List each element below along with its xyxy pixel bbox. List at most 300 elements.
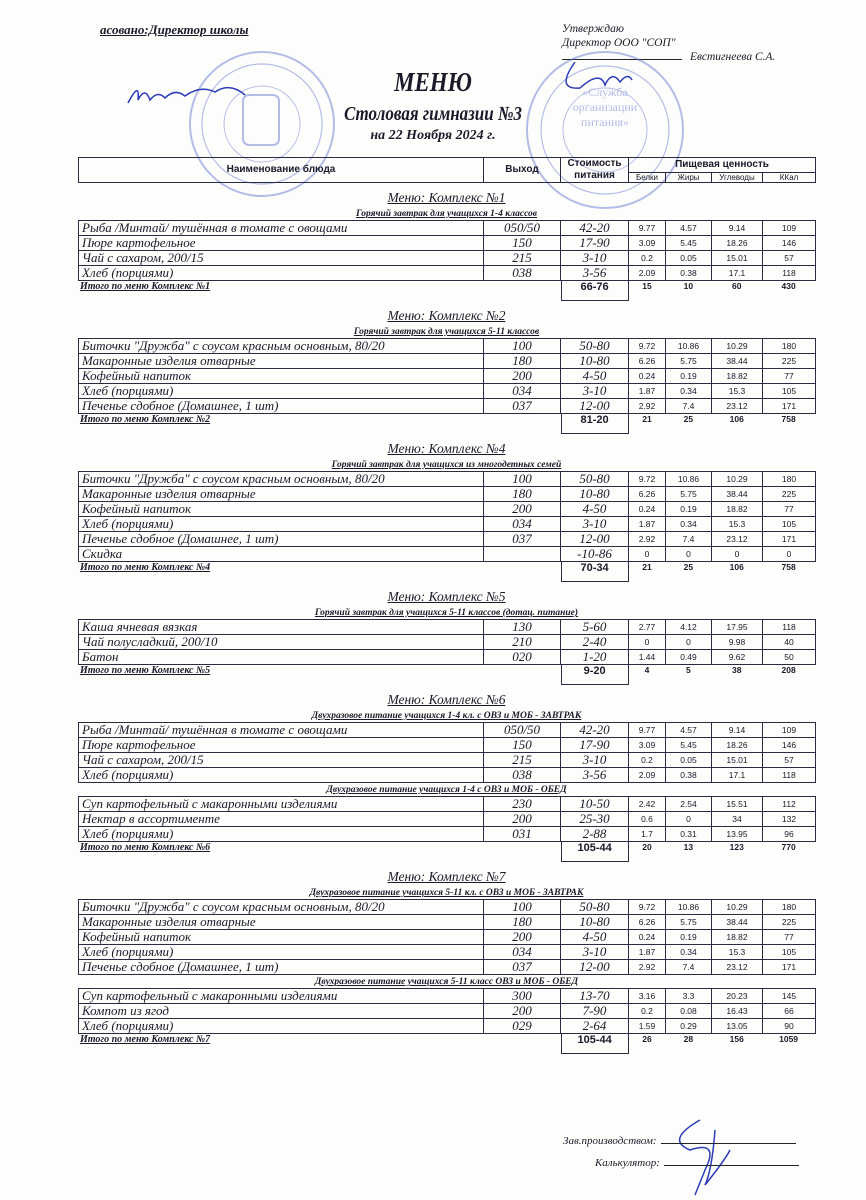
dish-cost: 3-56 [561,266,629,281]
production-head-label: Зав.производством: [563,1135,657,1147]
table-row [79,797,816,812]
total-nutrition-value: 25 [683,414,694,424]
dish-proteins: 2.92 [629,960,666,975]
total-label: Итого по меню Комплекс №4 [80,562,211,573]
dish-kcal: 225 [763,487,816,502]
dish-fats: 10.86 [666,900,712,915]
dish-output: 037 [484,399,561,414]
dish-proteins: 9.72 [629,339,666,354]
dish-name: Суп картофельный с макаронными изделиями [79,797,484,812]
dish-cost: -10-86 [561,547,629,562]
dish-output: 300 [484,989,561,1004]
dish-output: 200 [484,930,561,945]
dish-carbs: 9.14 [712,221,763,236]
dish-carbs: 15.01 [712,753,763,768]
dish-output: 180 [484,487,561,502]
section-title: Меню: Комплекс №5 [387,589,506,604]
group-subtitle: Горячий завтрак для учащихся 5-11 классов [353,327,540,337]
dish-proteins: 0.24 [629,502,666,517]
dish-fats: 0.19 [666,502,712,517]
total-nutrition-value: 60 [731,281,742,291]
table-row [79,960,816,975]
total-cost: 9-20 [561,665,629,685]
dish-kcal: 105 [763,945,816,960]
table-row [79,989,816,1004]
section-title: Меню: Комплекс №1 [387,190,506,205]
total-label: Итого по меню Комплекс №6 [80,842,211,853]
table-row [79,900,816,915]
dish-proteins: 0.6 [629,812,666,827]
dish-proteins: 0.2 [629,753,666,768]
dish-proteins: 0.24 [629,930,666,945]
dish-name: Рыба /Минтай/ тушённая в томате с овощами [79,723,484,738]
dish-carbs: 18.82 [712,502,763,517]
dish-cost: 12-00 [561,399,629,414]
dish-kcal: 180 [763,900,816,915]
dish-proteins: 0.2 [629,1004,666,1019]
dish-fats: 0.34 [666,945,712,960]
dish-proteins: 2.09 [629,768,666,783]
dish-name: Хлеб (порциями) [79,266,484,281]
total-cost: 70-34 [561,562,629,582]
dish-cost: 3-10 [561,517,629,532]
table-row [79,1019,816,1034]
dish-kcal: 132 [763,812,816,827]
dish-carbs: 38.44 [712,915,763,930]
dish-proteins: 2.09 [629,266,666,281]
section-title: Меню: Комплекс №2 [387,308,506,323]
dish-output: 150 [484,236,561,251]
dish-kcal: 171 [763,960,816,975]
dish-carbs: 9.98 [712,635,763,650]
dish-proteins: 1.87 [629,945,666,960]
total-nutrition-value: 430 [781,281,796,291]
dish-output: 130 [484,620,561,635]
dish-output: 200 [484,502,561,517]
table-row [79,635,816,650]
dish-proteins: 9.77 [629,723,666,738]
table-row [79,502,816,517]
svg-text:питания»: питания» [581,115,629,129]
table-row [79,369,816,384]
dish-carbs: 10.29 [712,472,763,487]
dish-name: Печенье сдобное (Домашнее, 1 шт) [79,399,484,414]
dish-fats: 0.19 [666,930,712,945]
total-nutrition-value: 13 [683,842,694,852]
group-subtitle: Двухразовое питание учащихся 5-11 кл. с ОВЗ и МОБ - ЗАВТРАК [309,888,584,898]
dish-cost: 3-10 [561,384,629,399]
total-label: Итого по меню Комплекс №7 [80,1034,211,1045]
dish-output: 230 [484,797,561,812]
table-row [79,1004,816,1019]
dish-carbs: 16.43 [712,1004,763,1019]
dish-output: 034 [484,384,561,399]
dish-name: Хлеб (порциями) [79,945,484,960]
dish-name: Печенье сдобное (Домашнее, 1 шт) [79,960,484,975]
col-nutrition: Пищевая ценность [629,158,816,173]
dish-name: Хлеб (порциями) [79,1019,484,1034]
dish-fats: 5.75 [666,354,712,369]
dish-name: Каша ячневая вязкая [79,620,484,635]
dish-fats: 0 [666,635,712,650]
dish-output: 034 [484,945,561,960]
dish-fats: 7.4 [666,532,712,547]
dish-fats: 3.3 [666,989,712,1004]
dish-cost: 7-90 [561,1004,629,1019]
dish-carbs: 38.44 [712,487,763,502]
table-row [79,384,816,399]
dish-proteins: 9.72 [629,472,666,487]
dish-name: Макаронные изделия отварные [79,354,484,369]
dish-carbs: 15.3 [712,384,763,399]
dish-carbs: 17.1 [712,768,763,783]
dish-cost: 3-10 [561,251,629,266]
dish-cost: 5-60 [561,620,629,635]
dish-carbs: 17.95 [712,620,763,635]
group-subtitle: Горячий завтрак для учащихся 5-11 классов (дотац. питание) [314,608,579,618]
dish-fats: 0.38 [666,768,712,783]
dish-output: 100 [484,339,561,354]
dish-kcal: 77 [763,369,816,384]
table-row [79,547,816,562]
dish-fats: 0.05 [666,753,712,768]
dish-table [78,988,816,1034]
total-cost: 105-44 [561,842,629,862]
dish-proteins: 0.24 [629,369,666,384]
table-row [79,915,816,930]
dish-proteins: 1.87 [629,384,666,399]
dish-output: 031 [484,827,561,842]
dish-name: Печенье сдобное (Домашнее, 1 шт) [79,532,484,547]
dish-carbs: 13.95 [712,827,763,842]
section-total [78,1034,815,1054]
dish-name: Чай полусладкий, 200/10 [79,635,484,650]
table-row [79,236,816,251]
dish-kcal: 66 [763,1004,816,1019]
total-nutrition-value: 5 [685,665,691,675]
dish-cost: 4-50 [561,502,629,517]
agreed-by-school-director: асовано:Директор школы [100,22,249,37]
dish-table [78,471,816,562]
col-fats: Жиры [666,173,712,183]
table-row [79,945,816,960]
dish-cost: 17-90 [561,236,629,251]
dish-carbs: 15.01 [712,251,763,266]
dish-cost: 17-90 [561,738,629,753]
approve-name: Евстигнеева С.А. [690,51,776,63]
column-header-table [78,157,816,183]
total-nutrition-value: 28 [683,1034,694,1044]
menu-section [78,588,815,685]
table-row [79,768,816,783]
dish-name: Хлеб (порциями) [79,384,484,399]
dish-proteins: 1.7 [629,827,666,842]
section-title: Меню: Комплекс №6 [387,692,506,707]
dish-cost: 2-88 [561,827,629,842]
dish-name: Пюре картофельное [79,738,484,753]
dish-carbs: 15.51 [712,797,763,812]
dish-fats: 0.29 [666,1019,712,1034]
dish-output: 020 [484,650,561,665]
dish-carbs: 17.1 [712,266,763,281]
svg-text:организации: организации [572,100,638,114]
menu-sections [78,189,815,1054]
dish-cost: 13-70 [561,989,629,1004]
total-nutrition-value: 21 [642,414,652,424]
menu-section [78,189,815,301]
table-row [79,620,816,635]
section-total [78,665,815,685]
total-label: Итого по меню Комплекс №2 [80,414,211,425]
table-row [79,517,816,532]
total-nutrition-value: 38 [731,665,742,675]
dish-table [78,338,816,414]
dish-table [78,220,816,281]
approve-director: Директор ООО "СОП" [562,37,676,49]
dish-fats: 0 [666,547,712,562]
total-nutrition-value: 26 [642,1034,652,1044]
dish-output: 050/50 [484,221,561,236]
dish-table [78,899,816,975]
dish-proteins: 0.2 [629,251,666,266]
dish-output: 215 [484,753,561,768]
dish-kcal: 57 [763,251,816,266]
total-cost: 66-76 [561,281,629,301]
dish-name: Макаронные изделия отварные [79,915,484,930]
dish-kcal: 109 [763,723,816,738]
dish-output: 150 [484,738,561,753]
dish-proteins: 6.26 [629,915,666,930]
table-row [79,251,816,266]
dish-carbs: 13.05 [712,1019,763,1034]
dish-fats: 10.86 [666,472,712,487]
table-row [79,472,816,487]
dish-proteins: 0 [629,635,666,650]
dish-table [78,722,816,783]
dish-fats: 0.05 [666,251,712,266]
col-proteins: Белки [629,173,666,183]
dish-kcal: 0 [763,547,816,562]
page-title: МЕНЮ [394,67,472,97]
dish-proteins: 2.42 [629,797,666,812]
dish-fats: 7.4 [666,960,712,975]
total-nutrition-value: 106 [729,562,744,572]
menu-section [78,307,815,434]
dish-carbs: 18.26 [712,236,763,251]
total-nutrition-value: 156 [729,1034,744,1044]
dish-name: Макаронные изделия отварные [79,487,484,502]
approve-label: Утверждаю [562,23,624,35]
dish-cost: 10-80 [561,487,629,502]
dish-proteins: 2.92 [629,399,666,414]
dish-fats: 4.57 [666,723,712,738]
dish-proteins: 3.09 [629,236,666,251]
dish-fats: 5.45 [666,236,712,251]
svg-text:«Служба: «Служба [582,85,628,99]
dish-proteins: 1.59 [629,1019,666,1034]
dish-kcal: 225 [763,915,816,930]
dish-kcal: 118 [763,768,816,783]
section-total [78,562,815,582]
table-row [79,812,816,827]
dish-proteins: 1.44 [629,650,666,665]
menu-content [78,157,815,1054]
dish-cost: 50-80 [561,900,629,915]
dish-fats: 0.34 [666,517,712,532]
section-total [78,281,815,301]
dish-name: Нектар в ассортименте [79,812,484,827]
dish-cost: 12-00 [561,532,629,547]
canteen-name: Столовая гимназии №3 [343,103,523,125]
dish-table [78,619,816,665]
dish-kcal: 40 [763,635,816,650]
total-nutrition-value: 1059 [779,1034,799,1044]
table-row [79,339,816,354]
dish-name: Биточки "Дружба" с соусом красным основным, 80/20 [79,900,484,915]
dish-fats: 0.31 [666,827,712,842]
total-label: Итого по меню Комплекс №5 [80,665,211,676]
dish-kcal: 77 [763,502,816,517]
dish-carbs: 15.3 [712,945,763,960]
footer-signatures [563,1135,799,1179]
dish-fats: 5.75 [666,487,712,502]
dish-name: Скидка [79,547,484,562]
dish-cost: 42-20 [561,723,629,738]
dish-fats: 5.45 [666,738,712,753]
table-row [79,738,816,753]
table-row [79,487,816,502]
dish-name: Хлеб (порциями) [79,517,484,532]
dish-output: 100 [484,900,561,915]
dish-carbs: 18.82 [712,930,763,945]
dish-cost: 10-80 [561,354,629,369]
dish-name: Кофейный напиток [79,369,484,384]
dish-proteins: 0 [629,547,666,562]
dish-kcal: 118 [763,266,816,281]
dish-fats: 7.4 [666,399,712,414]
total-nutrition-value: 4 [644,665,650,675]
col-name: Наименование блюда [79,158,484,183]
menu-section [78,440,815,582]
dish-output: 037 [484,960,561,975]
dish-name: Чай с сахаром, 200/15 [79,251,484,266]
dish-proteins: 3.09 [629,738,666,753]
total-nutrition-value: 770 [781,842,796,852]
dish-kcal: 109 [763,221,816,236]
group-subtitle: Горячий завтрак для учащихся из многодетных семей [331,460,562,470]
dish-proteins: 3.16 [629,989,666,1004]
dish-cost: 10-50 [561,797,629,812]
total-nutrition-value: 123 [729,842,744,852]
col-carbs: Углеводы [712,173,763,183]
dish-kcal: 146 [763,236,816,251]
menu-date: на 22 Ноября 2024 г. [370,128,496,143]
dish-kcal: 146 [763,738,816,753]
dish-cost: 2-64 [561,1019,629,1034]
dish-kcal: 57 [763,753,816,768]
section-title: Меню: Комплекс №4 [387,441,506,456]
signature-line [664,1165,799,1166]
dish-cost: 42-20 [561,221,629,236]
dish-kcal: 225 [763,354,816,369]
dish-kcal: 90 [763,1019,816,1034]
dish-carbs: 23.12 [712,960,763,975]
dish-proteins: 9.77 [629,221,666,236]
section-total [78,414,815,434]
dish-proteins: 2.77 [629,620,666,635]
dish-carbs: 18.26 [712,738,763,753]
dish-cost: 4-50 [561,930,629,945]
dish-name: Пюре картофельное [79,236,484,251]
dish-carbs: 20.23 [712,989,763,1004]
dish-name: Рыба /Минтай/ тушённая в томате с овощами [79,221,484,236]
dish-fats: 2.54 [666,797,712,812]
dish-cost: 4-50 [561,369,629,384]
dish-output: 034 [484,517,561,532]
dish-carbs: 9.14 [712,723,763,738]
dish-output: 200 [484,369,561,384]
table-row [79,532,816,547]
menu-section [78,691,815,862]
dish-fats: 4.57 [666,221,712,236]
total-nutrition-value: 758 [781,562,796,572]
dish-kcal: 105 [763,517,816,532]
dish-cost: 3-56 [561,768,629,783]
group-subtitle: Двухразовое питание учащихся 5-11 класс ОВЗ и МОБ - ОБЕД [314,977,579,987]
table-row [79,266,816,281]
dish-output: 215 [484,251,561,266]
dish-kcal: 180 [763,472,816,487]
dish-kcal: 105 [763,384,816,399]
total-nutrition-value: 20 [642,842,652,852]
dish-fats: 0.08 [666,1004,712,1019]
total-nutrition-value: 10 [683,281,694,291]
table-row [79,753,816,768]
group-subtitle: Двухразовое питание учащихся 1-4 кл. с ОВЗ и МОБ - ЗАВТРАК [311,711,582,721]
dish-name: Биточки "Дружба" с соусом красным основным, 80/20 [79,472,484,487]
dish-cost: 50-80 [561,339,629,354]
dish-kcal: 96 [763,827,816,842]
col-output: Выход [484,158,561,183]
calculator-label: Калькулятор: [595,1157,660,1169]
dish-cost: 12-00 [561,960,629,975]
dish-cost: 25-30 [561,812,629,827]
total-nutrition-value: 758 [781,414,796,424]
dish-cost: 2-40 [561,635,629,650]
signature-line [661,1143,796,1144]
total-nutrition-value: 208 [781,665,796,675]
dish-proteins: 6.26 [629,354,666,369]
table-row [79,354,816,369]
total-nutrition-value: 25 [683,562,694,572]
dish-carbs: 23.12 [712,532,763,547]
table-row [79,930,816,945]
dish-fats: 0.34 [666,384,712,399]
dish-kcal: 180 [763,339,816,354]
dish-output: 037 [484,532,561,547]
dish-cost: 1-20 [561,650,629,665]
dish-output: 200 [484,1004,561,1019]
dish-output: 180 [484,915,561,930]
dish-fats: 10.86 [666,339,712,354]
dish-fats: 0.19 [666,369,712,384]
col-kcal: ККал [763,173,816,183]
dish-name: Чай с сахаром, 200/15 [79,753,484,768]
table-row [79,399,816,414]
dish-name: Батон [79,650,484,665]
dish-name: Кофейный напиток [79,930,484,945]
dish-fats: 4.12 [666,620,712,635]
